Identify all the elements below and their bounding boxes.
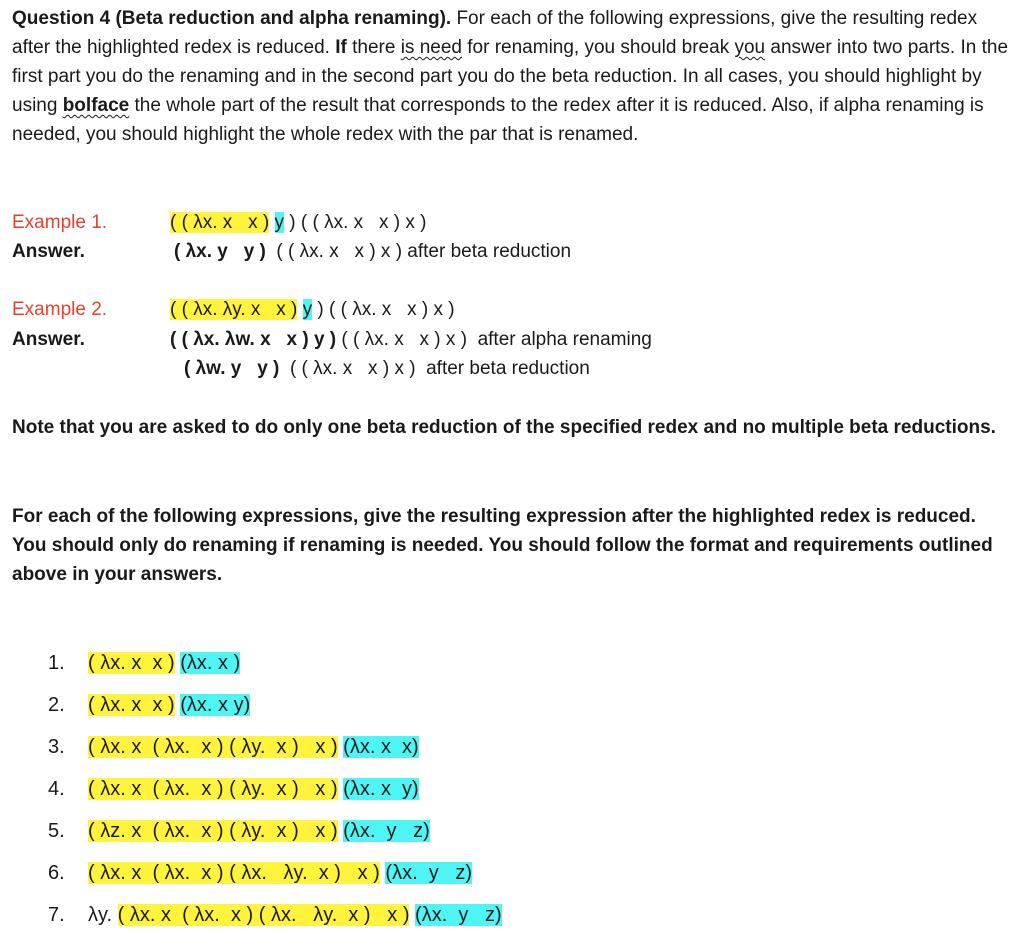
example2-answer-alpha: ( ( λx. λw. x x ) y ) ( ( λx. x x ) x ) after alpha renaming xyxy=(170,329,652,350)
list-item: 5. ( λz. x ( λx. x ) ( λy. x ) x ) (λx. y z) xyxy=(48,820,430,842)
example1-answer-label: Answer. xyxy=(12,241,85,262)
note-paragraph: Note that you are asked to do only one beta reduction of the specified redex and no multiple beta reductions. xyxy=(12,417,996,438)
example1-answer: ( λx. y y ) ( ( λx. x x ) x ) after beta reduction xyxy=(174,241,572,262)
spell-flag-is-need: is need xyxy=(400,37,462,58)
spell-flag-you: you xyxy=(734,37,766,58)
example1-expression: ( ( λx. x x ) y ) ( ( λx. x x ) x ) xyxy=(170,212,427,233)
list-item: 3. ( λx. x ( λx. x ) ( λy. x ) x ) (λx. x x) xyxy=(48,736,419,758)
question-title: Question 4 (Beta reduction and alpha renaming). xyxy=(12,8,452,29)
example1-label: Example 1. xyxy=(12,212,108,233)
list-item: 6. ( λx. x ( λx. x ) ( λx. λy. x ) x ) (λx. y z) xyxy=(48,862,473,884)
list-item: 7. λy. ( λx. x ( λx. x ) ( λx. λy. x ) x ) (λx. y z) xyxy=(48,904,502,926)
list-item: 4. ( λx. x ( λx. x ) ( λy. x ) x ) (λx. x y) xyxy=(48,778,419,800)
example2-answer-beta: ( λw. y y ) ( ( λx. x x ) x ) after beta reduction xyxy=(184,358,590,379)
question-paragraph: Question 4 (Beta reduction and alpha renaming). For each of the following expressions, give the resulting redex after the highlighted redex is reduced. If there is need for renaming, you should break you answer into two parts. In the first part you do the renaming and in the second part you do the beta reduction. In all cases, you should highlight by using bolface the whole part of the result that corresponds to the redex after it is reduced. Also, if alpha renaming is needed, you should highlight the whole redex with the par that is renamed. xyxy=(12,8,1009,145)
example2-expression: ( ( λx. λy. x x ) y ) ( ( λx. x x ) x ) xyxy=(170,299,455,320)
spell-flag-bolface: bolface xyxy=(62,95,130,116)
instructions-paragraph: For each of the following expressions, give the resulting expression after the highlighted redex is reduced. You should only do renaming if renaming is needed. You should follow the format and requirements outlined above in your answers. xyxy=(12,506,993,585)
example2-label: Example 2. xyxy=(12,299,108,320)
example2-answer-label: Answer. xyxy=(12,329,85,350)
list-item: 2. ( λx. x x ) (λx. x y) xyxy=(48,694,251,716)
list-item: 1. ( λx. x x ) (λx. x ) xyxy=(48,652,241,674)
